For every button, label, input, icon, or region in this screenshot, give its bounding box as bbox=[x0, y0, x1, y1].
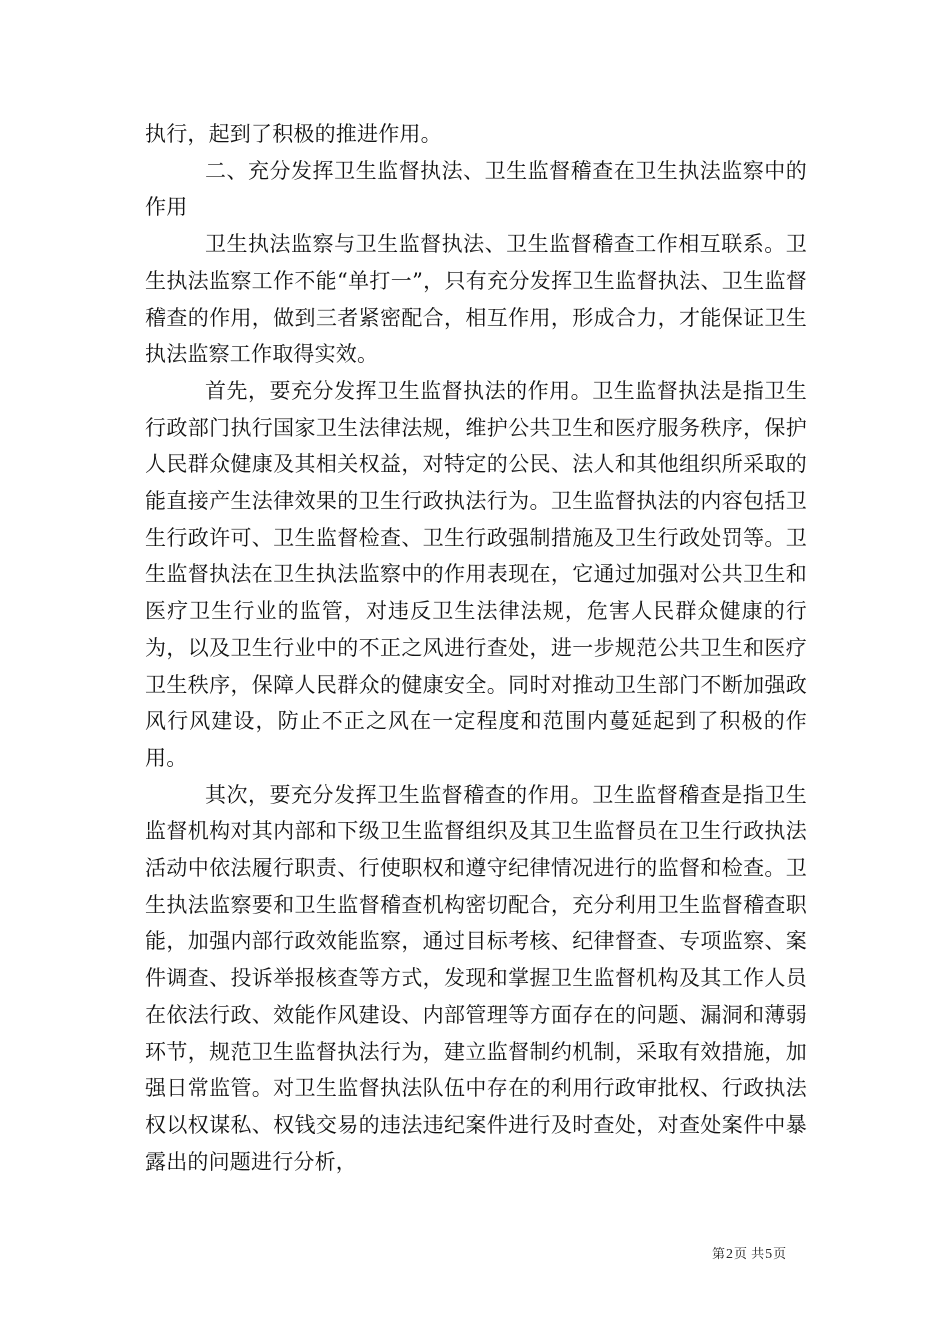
paragraph-second-point: 其次，要充分发挥卫生监督稽查的作用。卫生监督稽查是指卫生监督机构对其内部和下级卫生监督组织及其卫生监督员在卫生行政执法活动中依法履行职责、行使职权和遵守纪律情况进行的监督和检查。卫生执法监察要和卫生监督稽查机构密切配合，充分利用卫生监督稽查职能，加强内部行政效能监察，通过目标考核、纪律督查、专项监察、案件调查、投诉举报核查等方式，发现和掌握卫生监督机构及其工作人员在依法行政、效能作风建设、内部管理等方面存在的问题、漏洞和薄弱环节，规范卫生监督执法行为，建立监督制约机制，采取有效措施，加强日常监管。对卫生监督执法队伍中存在的利用行政审批权、行政执法权以权谋私、权钱交易的违法违纪案件进行及时查处，对查处案件中暴露出的问题进行分析， bbox=[145, 782, 807, 1174]
total-page-count: 5 bbox=[765, 1247, 773, 1262]
page-footer bbox=[712, 1247, 786, 1263]
footer-middle: 页 共 bbox=[734, 1247, 765, 1262]
current-page-number: 2 bbox=[726, 1247, 734, 1262]
footer-suffix: 页 bbox=[773, 1247, 787, 1262]
document-body bbox=[145, 116, 807, 1180]
section-heading: 二、充分发挥卫生监督执法、卫生监督稽查在卫生执法监察中的作用 bbox=[145, 158, 807, 220]
paragraph-intro: 卫生执法监察与卫生监督执法、卫生监督稽查工作相互联系。卫生执法监察工作不能“单打一”，只有充分发挥卫生监督执法、卫生监督稽查的作用，做到三者紧密配合，相互作用，形成合力，才能保证卫生执法监察工作取得实效。 bbox=[145, 232, 807, 367]
paragraph-continuation: 执行，起到了积极的推进作用。 bbox=[145, 122, 442, 146]
footer-prefix: 第 bbox=[712, 1247, 726, 1262]
paragraph-first-point: 首先，要充分发挥卫生监督执法的作用。卫生监督执法是指卫生行政部门执行国家卫生法律法规，维护公共卫生和医疗服务秩序，保护人民群众健康及其相关权益，对特定的公民、法人和其他组织所采取的能直接产生法律效果的卫生行政执法行为。卫生监督执法的内容包括卫生行政许可、卫生监督检查、卫生行政强制措施及卫生行政处罚等。卫生监督执法在卫生执法监察中的作用表现在，它通过加强对公共卫生和医疗卫生行业的监管，对违反卫生法律法规，危害人民群众健康的行为，以及卫生行业中的不正之风进行查处，进一步规范公共卫生和医疗卫生秩序，保障人民群众的健康安全。同时对推动卫生部门不断加强政风行风建设，防止不正之风在一定程度和范围内蔓延起到了积极的作用。 bbox=[145, 378, 807, 770]
